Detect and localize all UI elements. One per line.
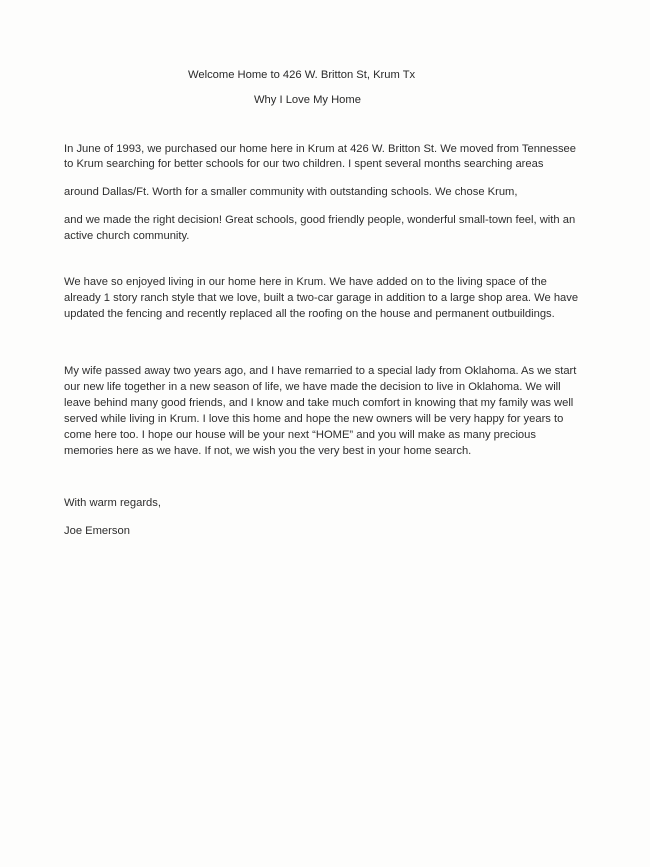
closing-text: With warm regards,	[64, 497, 161, 509]
paragraph2-line: We have so enjoyed living in our home here in Krum. We have added on to the living space of the	[64, 276, 547, 288]
paragraph3-line: come here too. I hope our house will be your next “HOME” and you will make as many precious	[64, 429, 536, 441]
paragraph1-line: and we made the right decision! Great schools, good friendly people, wonderful small-town feel, with an	[64, 214, 576, 226]
paragraph3-line: memories here as we have. If not, we wish you the very best in your home search.	[64, 445, 472, 457]
paragraph1-line: In June of 1993, we purchased our home here in Krum at 426 W. Britton St. We moved from Tennessee	[64, 143, 577, 155]
paragraph3-line: our new life together in a new season of life, we have made the decision to live in Oklahoma. We will	[64, 381, 561, 393]
paragraph2-line: already 1 story ranch style that we love, built a two-car garage in addition to a large shop area. We have	[64, 292, 579, 304]
letter-title: Welcome Home to 426 W. Britton St, Krum Tx	[188, 69, 416, 81]
letter-subtitle: Why I Love My Home	[254, 94, 361, 106]
paragraph2-line: updated the fencing and recently replaced all the roofing on the house and permanent outbuildings.	[64, 308, 555, 320]
paragraph3-line: leave behind many good friends, and I know and take much comfort in knowing that my family was well	[64, 397, 574, 409]
paragraph1-line: active church community.	[64, 230, 190, 242]
paragraph1-line: to Krum searching for better schools for our two children. I spent several months searching areas	[64, 158, 544, 170]
signature-name: Joe Emerson	[64, 525, 130, 537]
paragraph1-line: around Dallas/Ft. Worth for a smaller community with outstanding schools. We chose Krum,	[64, 186, 518, 198]
paragraph3-line: served while living in Krum. I love this home and hope the new owners will be very happy for years to	[64, 413, 564, 425]
paragraph3-line: My wife passed away two years ago, and I have remarried to a special lady from Oklahoma. As we start	[64, 365, 577, 377]
